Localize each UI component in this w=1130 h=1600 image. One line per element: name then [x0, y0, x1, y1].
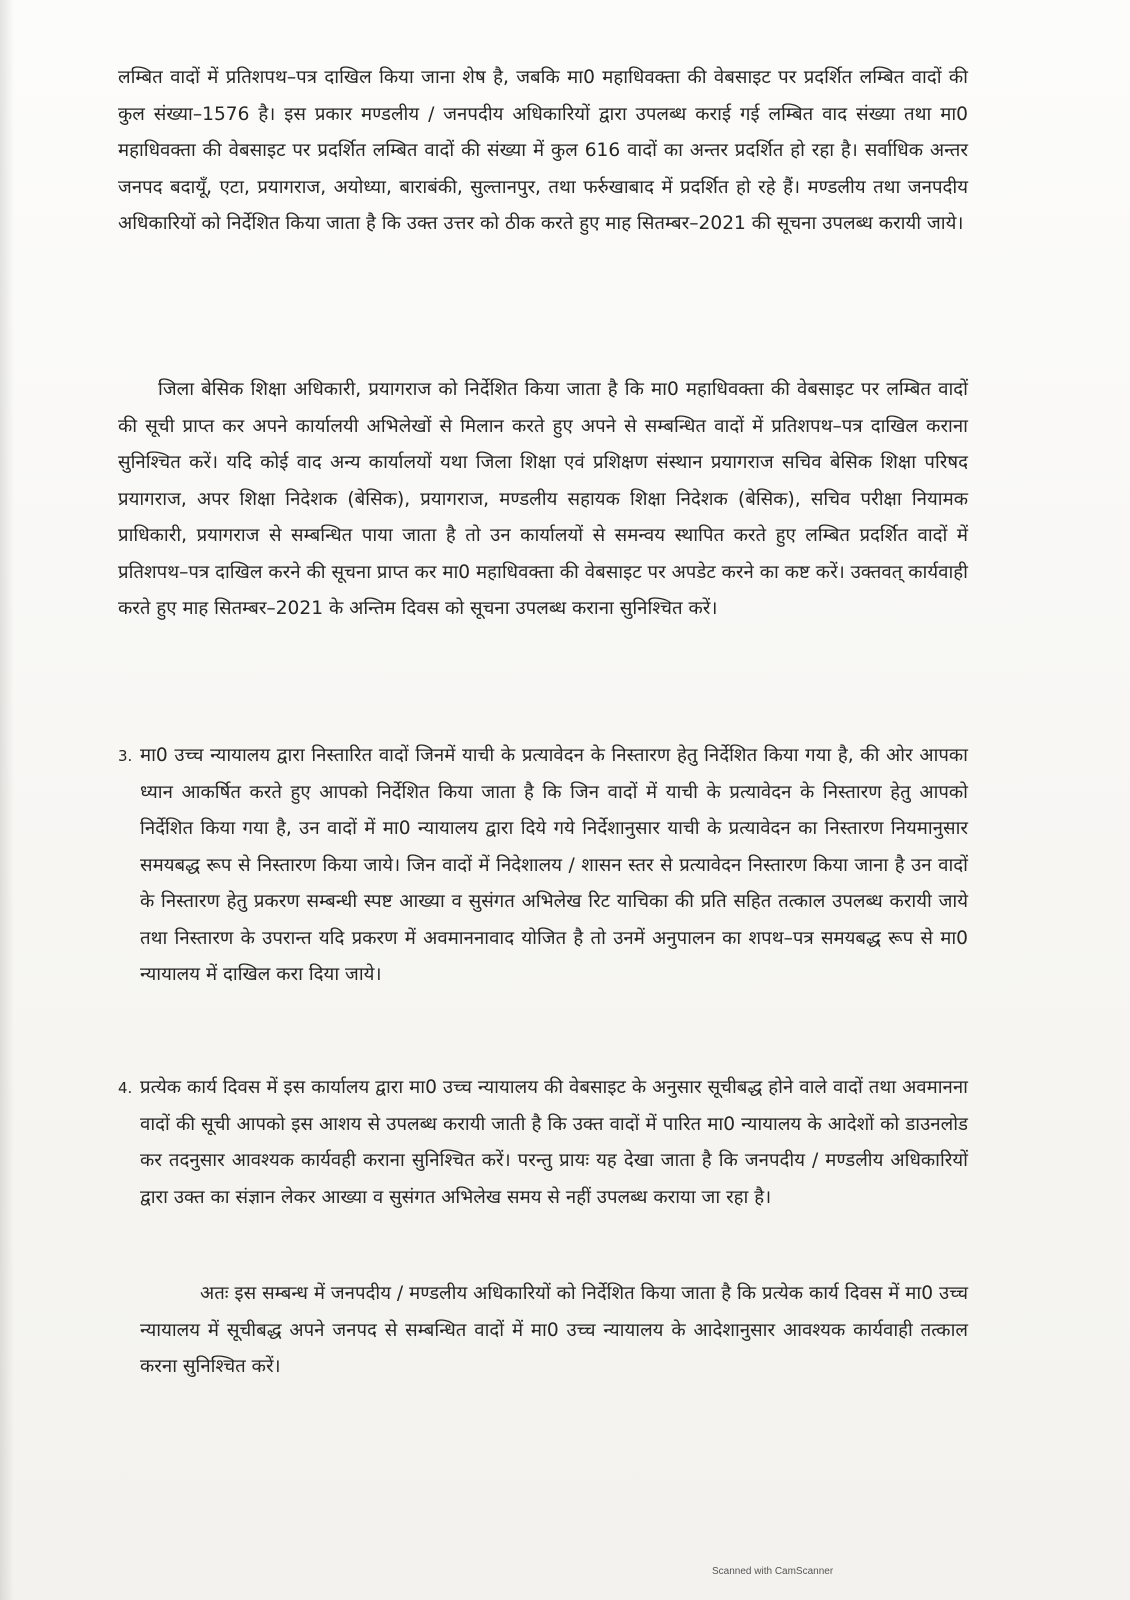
- list-item-number: 3.: [118, 747, 133, 765]
- scanner-watermark: Scanned with CamScanner: [712, 1566, 834, 1577]
- page-edge-shadow: [0, 0, 14, 1600]
- list-item-text: प्रत्येक कार्य दिवस में इस कार्यालय द्वारा मा0 उच्च न्यायालय की वेबसाइट के अनुसार सूचीबद्ध होने वाले वादों तथा अवमानना वादों की सूची आपको इस आशय से उपलब्ध करायी जाती है कि उक्त वादों में पारित मा0 न्यायालय के आदेशों को डाउनलोड कर तदनुसार आवश्यक कार्यवही कराना सुनिश्चित करें। परन्तु प्रायः यह देखा जाता है कि जनपदीय / मण्डलीय अधिकारियों द्वारा उक्त का संज्ञान लेकर आख्या व सुसंगत अभिलेख समय से नहीं उपलब्ध कराया जा रहा है।: [140, 1077, 968, 1208]
- paragraph-daily-directions: अतः इस सम्बन्ध में जनपदीय / मण्डलीय अधिकारियों को निर्देशित किया जाता है कि प्रत्येक कार्य दिवस में मा0 उच्च न्यायालय में सूचीबद्ध अपने जनपद से सम्बन्धित वादों में मा0 उच्च न्यायालय के आदेशानुसार आवश्यक कार्यवाही तत्काल करना सुनिश्चित करें।: [140, 1283, 968, 1377]
- paragraph-prayagraj-instructions: जिला बेसिक शिक्षा अधिकारी, प्रयागराज को निर्देशित किया जाता है कि मा0 महाधिवक्ता की वेबसाइट पर लम्बित वादों की सूची प्राप्त कर अपने कार्यालयी अभिलेखों से मिलान करते हुए अपने से सम्बन्धित वादों में प्रतिशपथ–पत्र दाखिल कराना सुनिश्चित करें। यदि कोई वाद अन्य कार्यालयों यथा जिला शिक्षा एवं प्रशिक्षण संस्थान प्रयागराज सचिव बेसिक शिक्षा परिषद प्रयागराज, अपर शिक्षा निदेशक (बेसिक), प्रयागराज, मण्डलीय सहायक शिक्षा निदेशक (बेसिक), सचिव परीक्षा नियामक प्राधिकारी, प्रयागराज से सम्बन्धित पाया जाता है तो उन कार्यालयों से समन्वय स्थापित करते हुए लम्बित प्रदर्शित वादों में प्रतिशपथ–पत्र दाखिल करने की सूचना प्राप्त कर मा0 महाधिवक्ता की वेबसाइट पर अपडेट करने का कष्ट करें। उक्तवत् कार्यवाही करते हुए माह सितम्बर–2021 के अन्तिम दिवस को सूचना उपलब्ध कराना सुनिश्चित करें।: [118, 379, 968, 619]
- list-item-text: मा0 उच्च न्यायालय द्वारा निस्तारित वादों जिनमें याची के प्रत्यावेदन के निस्तारण हेतु निर्देशित किया गया है, की ओर आपका ध्यान आकर्षित करते हुए आपको निर्देशित किया जाता है कि जिन वादों में याची के प्रत्यावेदन के निस्तारण हेतु आपको निर्देशित किया गया है, उन वादों में मा0 न्यायालय द्वारा दिये गये निर्देशानुसार याची के प्रत्यावेदन का निस्तारण नियमानुसार समयबद्ध रूप से निस्तारण किया जाये। जिन वादों में निदेशालय / शासन स्तर से प्रत्यावेदन निस्तारण किया जाना है उन वादों के निस्तारण हेतु प्रकरण सम्बन्धी स्पष्ट आख्या व सुसंगत अभिलेख रिट याचिका की प्रति सहित तत्काल उपलब्ध करायी जाये तथा निस्तारण के उपरान्त यदि प्रकरण में अवमाननावाद योजित है तो उनमें अनुपालन का शपथ–पत्र समयबद्ध रूप से मा0 न्यायालय में दाखिल करा दिया जाये।: [140, 745, 968, 985]
- list-item-3: [118, 738, 968, 994]
- list-item-number: 4.: [118, 1079, 133, 1097]
- paragraph-pending-cases: लम्बित वादों में प्रतिशपथ–पत्र दाखिल किया जाना शेष है, जबकि मा0 महाधिवक्ता की वेबसाइट पर प्रदर्शित लम्बित वादों की कुल संख्या–1576 है। इस प्रकार मण्डलीय / जनपदीय अधिकारियों द्वारा उपलब्ध कराई गई लम्बित वाद संख्या तथा मा0 महाधिवक्ता की वेबसाइट पर प्रदर्शित लम्बित वादों की संख्या में कुल 616 वादों का अन्तर प्रदर्शित हो रहा है। सर्वाधिक अन्तर जनपद बदायूँ, एटा, प्रयागराज, अयोध्या, बाराबंकी, सुल्तानपुर, तथा फर्रुखाबाद में प्रदर्शित हो रहे हैं। मण्डलीय तथा जनपदीय अधिकारियों को निर्देशित किया जाता है कि उक्त उत्तर को ठीक करते हुए माह सितम्बर–2021 की सूचना उपलब्ध करायी जाये।: [118, 67, 968, 234]
- list-item-4: [118, 1070, 968, 1216]
